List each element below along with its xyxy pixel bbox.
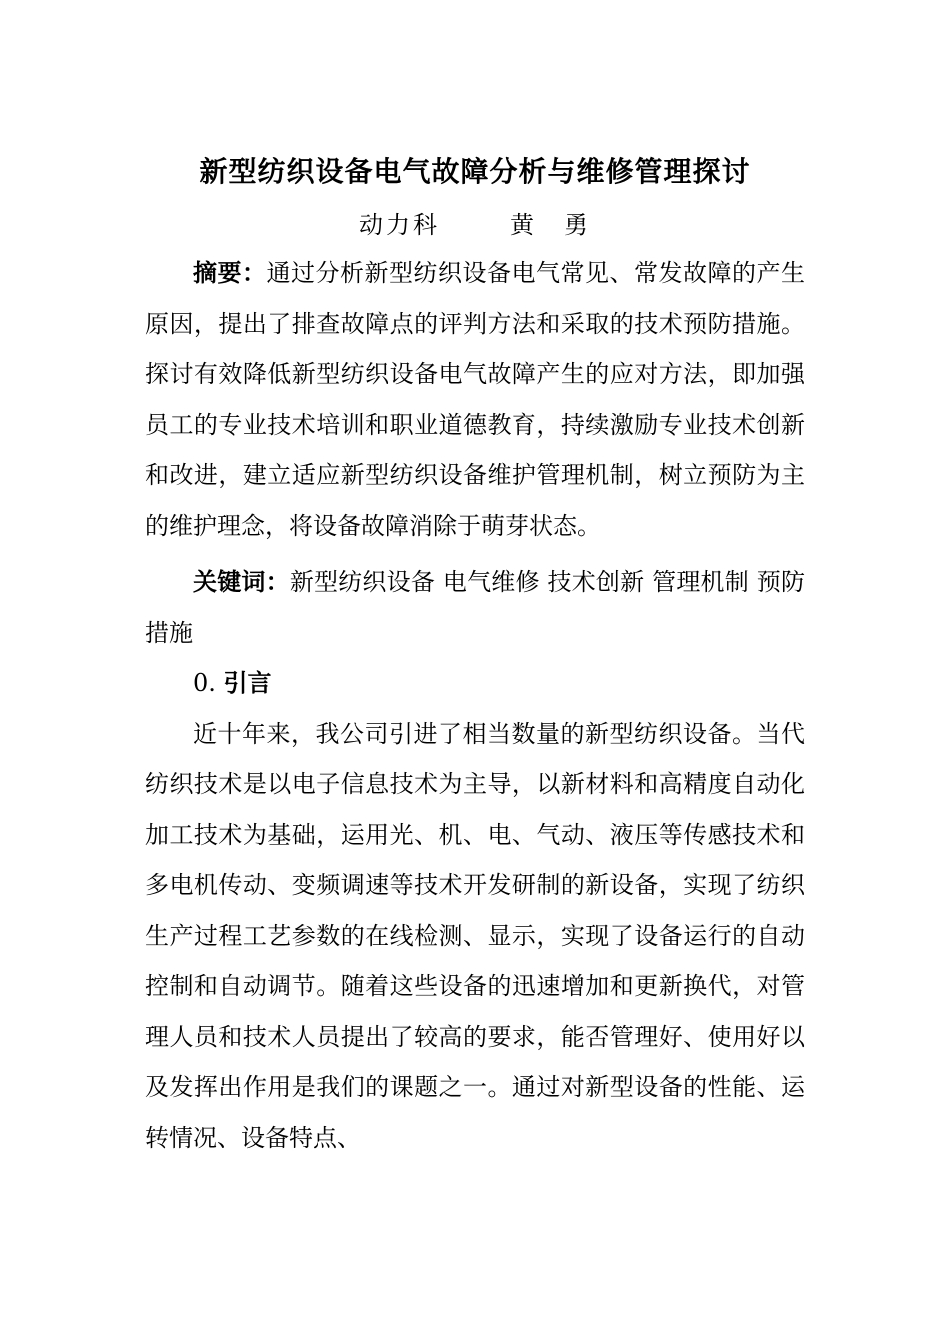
keywords-paragraph (145, 557, 805, 658)
intro-paragraph: 近十年来，我公司引进了相当数量的新型纺织设备。当代纺织技术是以电子信息技术为主导，以新材料和高精度自动化加工技术为基础，运用光、机、电、气动、液压等传感技术和多电机传动、变频调速等技术开发研制的新设备，实现了纺织生产过程工艺参数的在线检测、显示，实现了设备运行的自动控制和自动调节。随着这些设备的迅速增加和更新换代，对管理人员和技术人员提出了较高的要求，能否管理好、使用好以及发挥出作用是我们的课题之一。通过对新型设备的性能、运转情况、设备特点、 (145, 719, 805, 1152)
abstract-text: 通过分析新型纺织设备电气常见、常发故障的产生原因，提出了排查故障点的评判方法和采取的技术预防措施。探讨有效降低新型纺织设备电气故障产生的应对方法，即加强员工的专业技术培训和职业道德教育，持续激励专业技术创新和改进，建立适应新型纺织设备维护管理机制，树立预防为主的维护理念，将设备故障消除于萌芽状态。 (145, 259, 805, 540)
section-number: 0. (193, 669, 216, 697)
keywords-label: 关键词： (193, 568, 290, 596)
section-heading-intro (145, 658, 805, 709)
abstract-label: 摘要： (193, 259, 267, 287)
document-title: 新型纺织设备电气故障分析与维修管理探讨 (199, 155, 751, 188)
author-department: 动力科 (359, 211, 440, 239)
author-name: 黄 勇 (510, 211, 591, 239)
section-title: 引言 (223, 669, 272, 697)
abstract-paragraph (145, 248, 805, 551)
author-line (145, 205, 805, 240)
keywords-text: 新型纺织设备 电气维修 技术创新 管理机制 预防措施 (145, 568, 805, 647)
document-body (145, 248, 805, 1163)
